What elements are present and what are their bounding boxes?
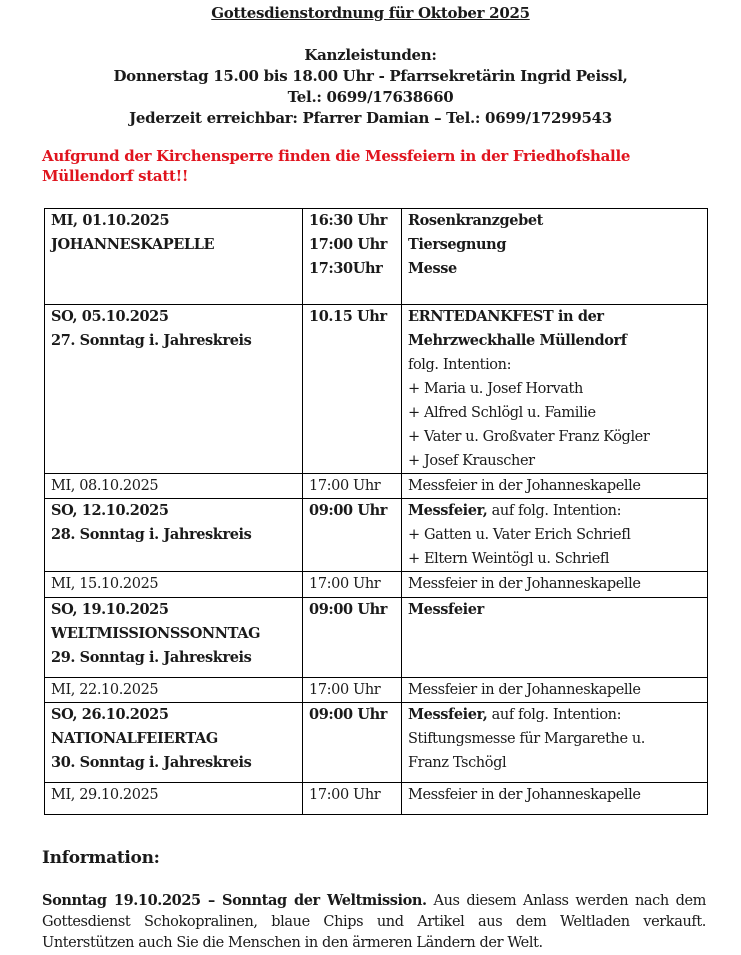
date-cell [45, 474, 303, 499]
office-hours-line: Donnerstag 15.00 bis 18.00 Uhr - Pfarrsekretärin Ingrid Peissl, [113, 67, 628, 85]
time-cell [303, 783, 402, 815]
description-line: Messfeier in der Johanneskapelle [408, 682, 641, 698]
schedule-row [45, 572, 708, 598]
date: SO, 12.10.2025 [51, 502, 169, 519]
description-lead-text: auf folg. Intention: [487, 707, 622, 723]
description-cell [402, 305, 708, 474]
description-title: Rosenkranzgebet [408, 212, 543, 229]
time: 09:00 Uhr [309, 706, 387, 723]
occasion: 30. Sonntag i. Jahreskreis [51, 754, 252, 771]
time: 17:00 Uhr [309, 478, 381, 494]
date: MI, 29.10.2025 [51, 787, 159, 803]
description-line: folg. Intention: [408, 357, 512, 373]
time-cell [303, 209, 402, 305]
schedule-table [44, 208, 708, 815]
description-title: Messfeier [408, 601, 484, 618]
time: 09:00 Uhr [309, 502, 387, 519]
description-lead-bold: Messfeier, [408, 706, 488, 723]
information-text: Aus diesem Anlass werden nach dem Gottesdienst Schokopralinen, blaue Chips und Artikel aus dem Weltladen verkauft. Unterstützen auch Sie die Menschen in den ärmeren Ländern der Welt. [42, 893, 707, 951]
description-lead-text: auf folg. Intention: [487, 503, 622, 519]
occasion: WELTMISSIONSSONNTAG [51, 625, 261, 642]
occasion: NATIONALFEIERTAG [51, 730, 218, 747]
description-title: Messe [408, 260, 457, 277]
occasion: 28. Sonntag i. Jahreskreis [51, 526, 252, 543]
description-line: + Vater u. Großvater Franz Kögler [408, 429, 650, 445]
date-cell [45, 499, 303, 572]
description-cell [402, 572, 708, 598]
time-cell [303, 572, 402, 598]
date: MI, 08.10.2025 [51, 478, 159, 494]
date-cell [45, 678, 303, 703]
occasion: JOHANNESKAPELLE [51, 236, 215, 253]
date-cell [45, 598, 303, 678]
description-cell [402, 499, 708, 572]
time-cell [303, 305, 402, 474]
description-line: + Josef Krauscher [408, 453, 535, 469]
description-cell [402, 474, 708, 499]
description-line: Stiftungsmesse für Margarethe u. [408, 731, 646, 747]
description-cell [402, 678, 708, 703]
description-line: + Eltern Weintögl u. Schriefl [408, 551, 610, 567]
date: SO, 05.10.2025 [51, 308, 169, 325]
information-heading: Information: [42, 848, 160, 868]
office-phone: Tel.: 0699/17638660 [287, 88, 454, 106]
information-paragraph [42, 890, 706, 954]
schedule-row [45, 305, 708, 474]
closure-notice: Aufgrund der Kirchensperre finden die Messfeiern in der Friedhofshalle Müllendorf statt!! [42, 147, 631, 185]
description-line: Messfeier in der Johanneskapelle [408, 478, 641, 494]
time: 16:30 Uhr [309, 212, 387, 229]
schedule-row [45, 598, 708, 678]
time: 17:00 Uhr [309, 682, 381, 698]
schedule-row [45, 783, 708, 815]
description-lead [408, 499, 701, 523]
description-line: + Gatten u. Vater Erich Schriefl [408, 527, 631, 543]
time-cell [303, 474, 402, 499]
time: 17:00 Uhr [309, 236, 387, 253]
occasion: 29. Sonntag i. Jahreskreis [51, 649, 252, 666]
description-lead-bold: Messfeier, [408, 502, 488, 519]
description-line: Franz Tschögl [408, 755, 507, 771]
date: MI, 15.10.2025 [51, 576, 159, 592]
description-title: ERNTEDANKFEST in der [408, 308, 604, 325]
time: 10.15 Uhr [309, 308, 387, 325]
date: MI, 01.10.2025 [51, 212, 170, 229]
schedule-row [45, 678, 708, 703]
page-title: Gottesdienstordnung für Oktober 2025 [211, 4, 530, 22]
date: SO, 19.10.2025 [51, 601, 169, 618]
description-cell [402, 783, 708, 815]
date-cell [45, 703, 303, 783]
office-hours-heading: Kanzleistunden: [304, 46, 437, 64]
description-line: + Maria u. Josef Horvath [408, 381, 583, 397]
schedule-row [45, 474, 708, 499]
date-cell [45, 783, 303, 815]
description-line: Messfeier in der Johanneskapelle [408, 787, 641, 803]
date-cell [45, 305, 303, 474]
date-cell [45, 572, 303, 598]
time: 17:30Uhr [309, 260, 383, 277]
description-lead [408, 703, 701, 727]
time-cell [303, 499, 402, 572]
date: SO, 26.10.2025 [51, 706, 169, 723]
description-cell [402, 209, 708, 305]
time: 17:00 Uhr [309, 576, 381, 592]
time-cell [303, 703, 402, 783]
schedule-row [45, 209, 708, 305]
schedule-row [45, 499, 708, 572]
occasion: 27. Sonntag i. Jahreskreis [51, 332, 252, 349]
pastor-contact: Jederzeit erreichbar: Pfarrer Damian – Tel.: 0699/17299543 [129, 109, 612, 127]
schedule-row [45, 703, 708, 783]
time: 17:00 Uhr [309, 787, 381, 803]
date: MI, 22.10.2025 [51, 682, 159, 698]
description-title: Mehrzweckhalle Müllendorf [408, 332, 627, 349]
information-lead: Sonntag 19.10.2025 – Sonntag der Weltmission. [42, 892, 427, 909]
description-cell [402, 703, 708, 783]
time-cell [303, 598, 402, 678]
description-cell [402, 598, 708, 678]
description-line: + Alfred Schlögl u. Familie [408, 405, 596, 421]
time: 09:00 Uhr [309, 601, 387, 618]
time-cell [303, 678, 402, 703]
description-line: Messfeier in der Johanneskapelle [408, 576, 641, 592]
description-title: Tiersegnung [408, 236, 507, 253]
date-cell [45, 209, 303, 305]
